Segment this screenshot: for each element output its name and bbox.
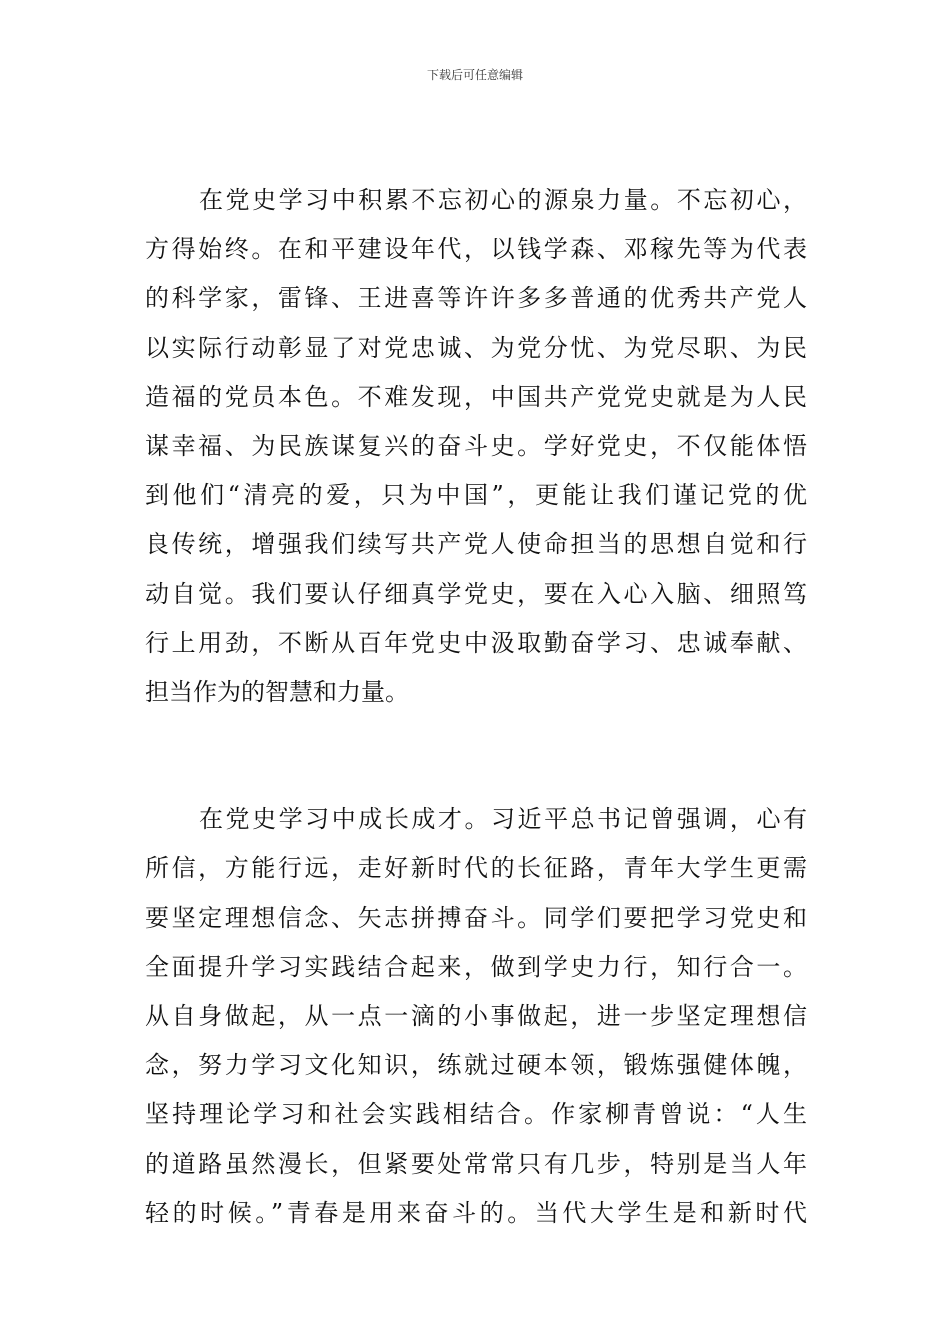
paragraph-line: 造福的党员本色。不难发现，中国共产党党史就是为人民 (145, 382, 807, 411)
paragraph-line: 轻的时候。”青春是用来奋斗的。当代大学生是和新时代 (145, 1198, 807, 1227)
paragraph-line: 在党史学习中成长成才。习近平总书记曾强调，心有 (199, 805, 807, 834)
paragraph-line: 坚持理论学习和社会实践相结合。作家柳青曾说：“人生 (145, 1100, 807, 1129)
paragraph-1 (145, 176, 807, 717)
paragraph-line: 良传统，增强我们续写共产党人使命担当的思想自觉和行 (145, 530, 807, 559)
paragraph-line: 谋幸福、为民族谋复兴的奋斗史。学好党史，不仅能体悟 (145, 432, 807, 461)
paragraph-line: 要坚定理想信念、矢志拼搏奋斗。同学们要把学习党史和 (145, 903, 807, 932)
paragraph-line: 所信，方能行远，走好新时代的长征路，青年大学生更需 (145, 854, 807, 883)
paragraph-2 (145, 795, 807, 1238)
paragraph-line: 以实际行动彰显了对党忠诚、为党分忧、为党尽职、为民 (145, 333, 807, 362)
paragraph-line: 担当作为的智慧和力量。 (145, 678, 409, 707)
paragraph-line: 全面提升学习实践结合起来，做到学史力行，知行合一。 (145, 952, 807, 981)
paragraph-line: 动自觉。我们要认仔细真学党史，要在入心入脑、细照笃 (145, 579, 807, 608)
paragraph-line: 从自身做起，从一点一滴的小事做起，进一步坚定理想信 (145, 1002, 807, 1031)
paragraph-line: 在党史学习中积累不忘初心的源泉力量。不忘初心， (199, 186, 807, 214)
document-body (145, 176, 807, 1238)
paragraph-line: 的科学家，雷锋、王进喜等许许多多普通的优秀共产党人 (145, 284, 807, 313)
paragraph-line: 的道路虽然漫长，但紧要处常常只有几步，特别是当人年 (145, 1149, 807, 1178)
page-header: 下载后可任意编辑 (426, 68, 523, 82)
paragraph-line: 念，努力学习文化知识，练就过硬本领，锻炼强健体魄， (145, 1051, 807, 1080)
paragraph-line: 到他们“清亮的爱，只为中国”，更能让我们谨记党的优 (145, 481, 807, 510)
paragraph-line: 方得始终。在和平建设年代，以钱学森、邓稼先等为代表 (145, 235, 807, 264)
paragraph-line: 行上用劲，不断从百年党史中汲取勤奋学习、忠诚奉献、 (145, 628, 807, 657)
